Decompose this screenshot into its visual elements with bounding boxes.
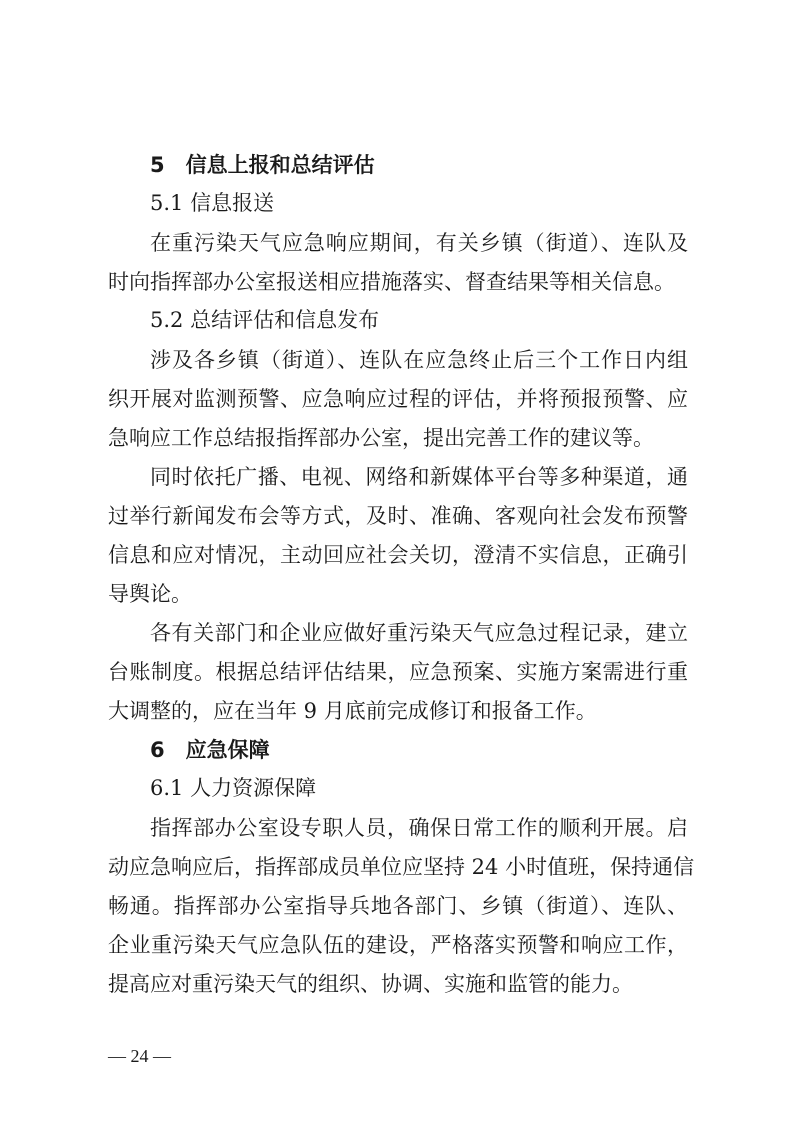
- subsection-heading-5-2: 5.2 总结评估和信息发布: [150, 308, 380, 332]
- section-heading-6: 6 应急保障: [150, 738, 270, 762]
- paragraph-line: 各有关部门和企业应做好重污染天气应急过程记录，建立: [150, 621, 688, 645]
- paragraph-line: 畅通。指挥部办公室指导兵地各部门、乡镇（街道）、连队、: [108, 894, 688, 918]
- paragraph-line: 同时依托广播、电视、网络和新媒体平台等多种渠道，通: [150, 465, 688, 489]
- paragraph-line: 大调整的，应在当年 9 月底前完成修订和报备工作。: [108, 699, 597, 723]
- paragraph-line: 台账制度。根据总结评估结果，应急预案、实施方案需进行重: [108, 660, 688, 684]
- paragraph-line: 织开展对监测预警、应急响应过程的评估，并将预报预警、应: [108, 387, 688, 411]
- section-heading-5: 5 信息上报和总结评估: [150, 153, 375, 177]
- paragraph-line: 过举行新闻发布会等方式，及时、准确、客观向社会发布预警: [108, 504, 688, 528]
- paragraph-line: 企业重污染天气应急队伍的建设，严格落实预警和响应工作，: [108, 933, 688, 957]
- paragraph-line: 动应急响应后，指挥部成员单位应坚持 24 小时值班，保持通信: [108, 855, 695, 879]
- subsection-heading-5-1: 5.1 信息报送: [150, 191, 275, 215]
- paragraph-line: 提高应对重污染天气的组织、协调、实施和监管的能力。: [108, 972, 633, 996]
- paragraph-line: 急响应工作总结报指挥部办公室，提出完善工作的建议等。: [108, 426, 654, 450]
- subsection-heading-6-1: 6.1 人力资源保障: [150, 776, 317, 800]
- paragraph-line: 导舆论。: [108, 582, 192, 606]
- paragraph-line: 在重污染天气应急响应期间，有关乡镇（街道）、连队及: [150, 231, 688, 255]
- paragraph-line: 指挥部办公室设专职人员，确保日常工作的顺利开展。启: [150, 816, 688, 840]
- paragraph-line: 涉及各乡镇（街道）、连队在应急终止后三个工作日内组: [150, 348, 688, 372]
- page-number: — 24 —: [108, 1046, 171, 1066]
- paragraph-line: 信息和应对情况，主动回应社会关切，澄清不实信息，正确引: [108, 543, 688, 567]
- paragraph-line: 时向指挥部办公室报送相应措施落实、督查结果等相关信息。: [108, 270, 675, 294]
